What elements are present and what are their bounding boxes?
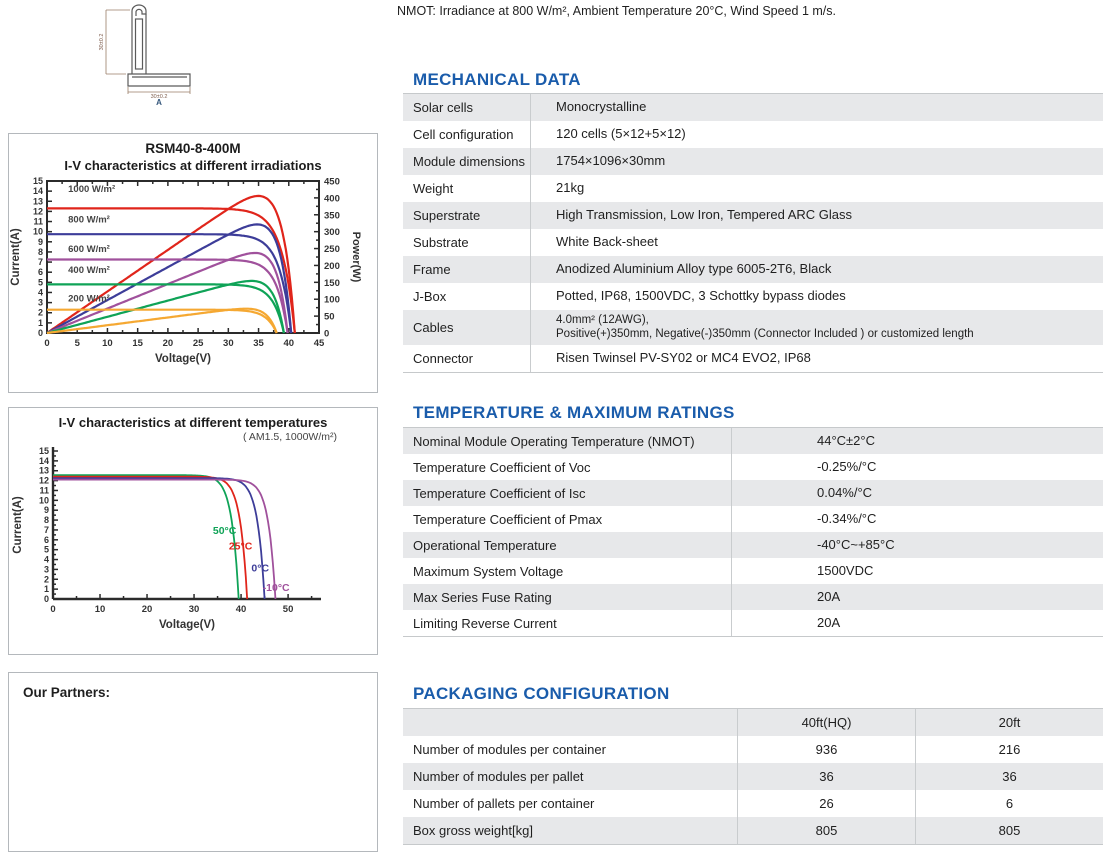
x-tick-label: 0 [50, 604, 56, 615]
table-header-row [403, 709, 1103, 736]
table-row [403, 428, 1103, 454]
y-tick-label: 2 [37, 307, 43, 318]
table-row [403, 480, 1103, 506]
series-label: 1000 W/m² [68, 184, 116, 196]
value-line: Positive(+)350mm, Negative(-)350mm (Connector Included ) or customized length [556, 328, 974, 341]
x-tick-label: 20 [141, 604, 153, 615]
row-value [530, 94, 1103, 121]
table-row [403, 345, 1103, 372]
table-row [403, 763, 1103, 790]
row-value [530, 283, 1103, 310]
x-axis-title: Voltage(V) [154, 353, 212, 365]
series-label: 400 W/m² [68, 265, 110, 277]
packaging-configuration-table [403, 708, 1103, 845]
right-tick-label: 400 [324, 193, 340, 205]
value-line: Potted, IP68, 1500VDC, 3 Schottky bypass diodes [556, 288, 846, 304]
y-tick-label: 3 [43, 564, 49, 575]
value-line: White Back-sheet [556, 234, 658, 250]
row-label: Nominal Module Operating Temperature (NMOT) [413, 433, 695, 449]
table-row [403, 121, 1103, 148]
series-label: 0°C [251, 562, 270, 575]
value-line: 44°C±2°C [817, 432, 875, 448]
y-tick-label: 15 [38, 446, 49, 456]
table-row [403, 283, 1103, 310]
y-tick-label: 9 [43, 505, 49, 516]
row-value: 36 [737, 763, 915, 790]
iv-irradiance-chart [9, 173, 377, 385]
y-tick-label: 9 [37, 236, 43, 247]
row-label: Number of modules per pallet [413, 769, 584, 784]
row-label: Max Series Fuse Rating [413, 589, 552, 605]
table-row [403, 148, 1103, 175]
row-value [530, 175, 1103, 202]
series-label: 25°C [228, 540, 253, 553]
y-tick-label: 0 [37, 328, 43, 338]
right-tick-label: 50 [324, 311, 335, 323]
row-value [731, 428, 1103, 454]
x-tick-label: 30 [188, 604, 200, 615]
x-tick-label: 40 [235, 604, 247, 615]
value-line: 4.0mm² (12AWG), [556, 314, 649, 326]
table-row [403, 202, 1103, 229]
right-tick-label: 450 [324, 176, 340, 188]
iv-curve [53, 478, 265, 599]
x-axis-title: Voltage(V) [158, 619, 216, 631]
row-value [731, 532, 1103, 558]
row-label: Temperature Coefficient of Pmax [413, 511, 603, 527]
x-tick-label: 45 [313, 338, 325, 349]
y-tick-label: 4 [37, 287, 43, 298]
value-line: 120 cells (5×12+5×12) [556, 126, 686, 142]
row-label: Maximum System Voltage [413, 563, 564, 579]
row-label: Number of pallets per container [413, 796, 595, 811]
temperature-ratings-heading: TEMPERATURE & MAXIMUM RATINGS [413, 403, 735, 422]
row-value [530, 256, 1103, 283]
iv-curve [53, 477, 247, 599]
value-line: Anodized Aluminium Alloy type 6005-2T6, Black [556, 261, 832, 277]
row-label: Operational Temperature [413, 537, 557, 553]
table-row [403, 558, 1103, 584]
table-row [403, 584, 1103, 610]
series-label: 800 W/m² [68, 214, 110, 226]
table-row [403, 610, 1103, 636]
y-tick-label: 1 [37, 317, 43, 328]
y-tick-label: 7 [37, 257, 43, 268]
row-value [731, 558, 1103, 584]
right-tick-label: 150 [324, 277, 340, 289]
power-curve [47, 309, 277, 333]
table-row [403, 94, 1103, 121]
row-label: J-Box [413, 289, 447, 304]
table-row [403, 506, 1103, 532]
series-label: 50°C [212, 524, 237, 537]
row-value [530, 148, 1103, 175]
value-line: 20A [817, 588, 841, 604]
y-tick-label: 10 [32, 226, 43, 237]
table-row [403, 175, 1103, 202]
row-label: Module dimensions [413, 154, 526, 169]
y-tick-label: 6 [43, 534, 49, 545]
value-line: 21kg [556, 180, 585, 196]
y-tick-label: 5 [37, 277, 43, 288]
value-line: 1754×1096×30mm [556, 153, 666, 169]
row-label: Number of modules per container [413, 742, 606, 757]
row-value: 936 [737, 736, 915, 763]
row-label: Superstrate [413, 208, 481, 223]
power-curve [47, 281, 284, 333]
row-label: Limiting Reverse Current [413, 615, 557, 631]
row-value [731, 610, 1103, 636]
table-row [403, 736, 1103, 763]
iv-temperature-chart [9, 443, 377, 643]
profile-height-dim: 30±0.2 [99, 33, 105, 51]
row-value [731, 584, 1103, 610]
y-tick-label: 14 [32, 186, 43, 197]
value-line: High Transmission, Low Iron, Tempered ARC Glass [556, 207, 852, 223]
row-value [530, 345, 1103, 372]
row-value [731, 480, 1103, 506]
value-line: 20A [817, 614, 841, 630]
y-tick-label: 13 [38, 465, 49, 476]
iv-irradiance-panel [8, 133, 378, 393]
x-tick-label: 10 [94, 604, 106, 615]
profile-width-dim: 30±0.2 [150, 94, 168, 100]
y-axis-title: Current(A) [10, 228, 22, 286]
y-tick-label: 13 [32, 196, 43, 207]
table-row [403, 310, 1103, 345]
y-tick-label: 7 [43, 524, 49, 535]
x-tick-label: 10 [102, 338, 113, 349]
row-value [731, 506, 1103, 532]
table-row [403, 532, 1103, 558]
y-tick-label: 6 [37, 267, 43, 278]
value-line: -40°C~+85°C [817, 536, 895, 552]
right-tick-label: 350 [324, 210, 340, 222]
header-cell [403, 709, 737, 736]
x-tick-label: 5 [74, 338, 80, 349]
y-axis-title: Current(A) [12, 496, 24, 554]
table-row [403, 790, 1103, 817]
row-label: Temperature Coefficient of Voc [413, 459, 591, 475]
frame-profile-drawing [90, 2, 210, 106]
y-tick-label: 15 [32, 176, 43, 186]
x-tick-label: 15 [132, 338, 143, 349]
y-tick-label: 8 [37, 246, 43, 257]
row-value: 805 [737, 817, 915, 844]
packaging-configuration-heading: PACKAGING CONFIGURATION [413, 684, 670, 703]
row-label: Temperature Coefficient of Isc [413, 485, 586, 501]
y-tick-label: 3 [37, 297, 43, 308]
row-value [530, 229, 1103, 256]
profile-hook [132, 5, 146, 16]
value-line: Risen Twinsel PV-SY02 or MC4 EVO2, IP68 [556, 350, 811, 366]
x-tick-label: 0 [44, 338, 50, 349]
chart2-subtitle: ( AM1.5, 1000W/m²) [243, 431, 337, 443]
row-label: Frame [413, 262, 451, 277]
y-tick-label: 12 [38, 475, 49, 486]
right-tick-label: 100 [324, 294, 340, 306]
series-label: 600 W/m² [68, 243, 110, 255]
x-tick-label: 35 [253, 338, 264, 349]
chart1-title: RSM40-8-400M [145, 141, 241, 156]
y-tick-label: 11 [33, 216, 43, 227]
row-label: Substrate [413, 235, 469, 250]
temperature-ratings-table [403, 427, 1103, 637]
y-tick-label: 4 [43, 554, 49, 565]
nmot-note: NMOT: Irradiance at 800 W/m², Ambient Temperature 20°C, Wind Speed 1 m/s. [397, 4, 836, 18]
series-label: 200 W/m² [68, 293, 110, 305]
y-tick-label: 1 [43, 584, 49, 595]
mechanical-data-table [403, 93, 1103, 373]
header-cell: 40ft(HQ) [737, 709, 915, 736]
row-label: Solar cells [413, 100, 473, 115]
right-tick-label: 0 [324, 328, 330, 340]
row-label: Weight [413, 181, 454, 196]
row-value: 216 [915, 736, 1103, 763]
row-label: Box gross weight[kg] [413, 823, 533, 838]
y-tick-label: 11 [39, 485, 49, 496]
y-tick-label: 8 [43, 515, 49, 526]
value-line: 1500VDC [817, 562, 874, 578]
y-tick-label: 5 [43, 544, 49, 555]
right-tick-label: 200 [324, 260, 340, 272]
row-value: 36 [915, 763, 1103, 790]
series-label: -10°C [262, 582, 290, 595]
row-value [530, 310, 1103, 345]
row-value [530, 202, 1103, 229]
x-tick-label: 40 [283, 338, 295, 349]
value-line: Monocrystalline [556, 99, 647, 115]
row-label: Cell configuration [413, 127, 514, 142]
right-tick-label: 300 [324, 227, 340, 239]
partners-heading: Our Partners: [23, 685, 111, 700]
x-tick-label: 30 [223, 338, 234, 349]
x-tick-label: 20 [162, 338, 174, 349]
table-row [403, 256, 1103, 283]
x-tick-label: 25 [192, 338, 204, 349]
y-tick-label: 0 [43, 594, 49, 604]
y-tick-label: 2 [43, 574, 49, 585]
value-line: -0.25%/°C [817, 458, 877, 474]
row-label: Connector [413, 350, 473, 366]
x-tick-label: 50 [282, 604, 294, 615]
profile-section-label: A [156, 98, 162, 106]
header-cell: 20ft [915, 709, 1103, 736]
row-value: 26 [737, 790, 915, 817]
y-tick-label: 12 [32, 206, 43, 217]
mechanical-data-heading: MECHANICAL DATA [413, 70, 581, 89]
iv-temperature-panel [8, 407, 378, 655]
row-value: 6 [915, 790, 1103, 817]
row-value [530, 121, 1103, 148]
row-value [731, 454, 1103, 480]
right-tick-label: 250 [324, 244, 340, 256]
row-label: Cables [413, 319, 454, 335]
table-row [403, 454, 1103, 480]
row-value: 805 [915, 817, 1103, 844]
y-tick-label: 10 [38, 495, 49, 506]
partners-panel [8, 672, 378, 852]
y-tick-label: 14 [38, 455, 49, 466]
value-line: 0.04%/°C [817, 484, 873, 500]
iv-curve [53, 475, 239, 599]
right-axis-title: Power(W) [350, 231, 362, 283]
table-row [403, 229, 1103, 256]
chart1-subtitle: I-V characteristics at different irradiations [64, 158, 322, 173]
chart2-title: I-V characteristics at different temperatures [58, 415, 328, 430]
value-line: -0.34%/°C [817, 510, 877, 526]
table-row [403, 817, 1103, 844]
